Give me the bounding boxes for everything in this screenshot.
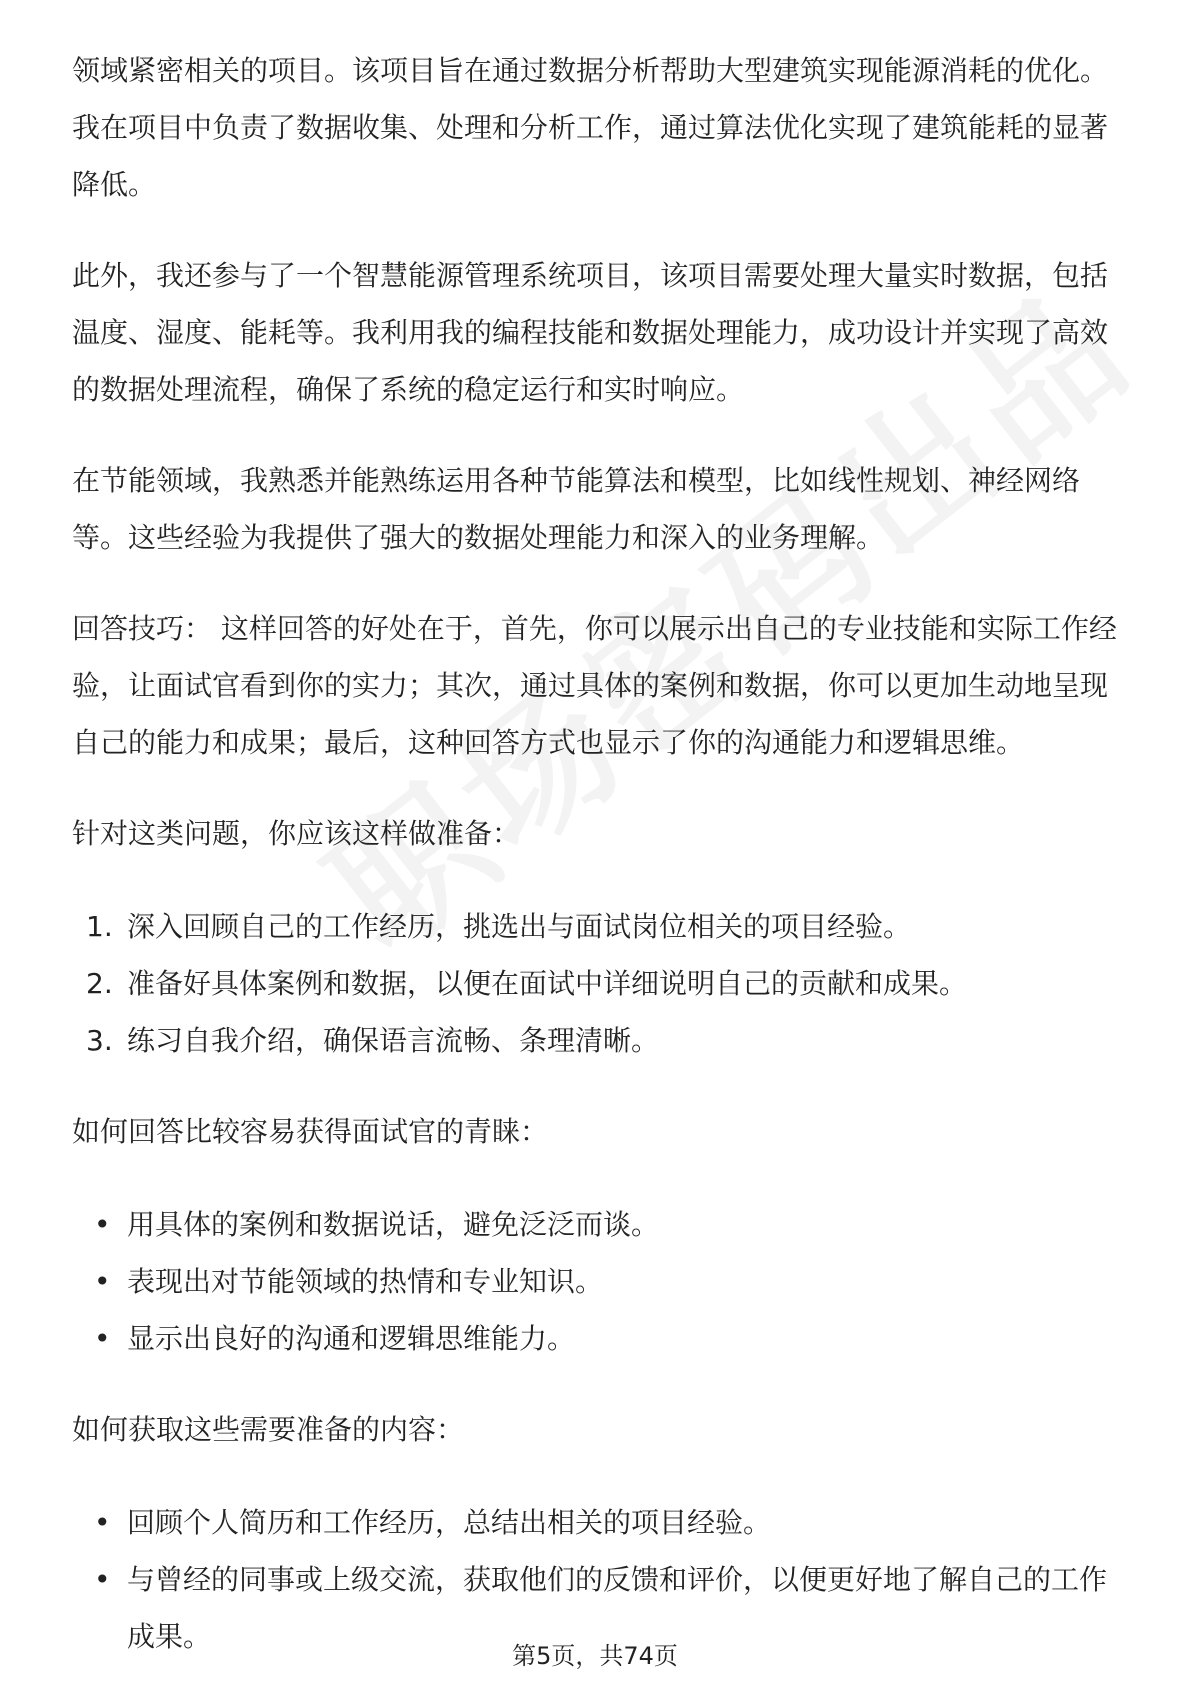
list-item-text: 显示出良好的沟通和逻辑思维能力。 (127, 1322, 576, 1355)
list-number: 1. (86, 910, 113, 943)
document-body (72, 42, 1122, 1665)
heading-obtain: 如何获取这些需要准备的内容： (72, 1413, 465, 1446)
paragraph-energy-system: 此外，我还参与了一个智慧能源管理系统项目，该项目需要处理大量实时数据，包括温度、湿度、能耗等。我利用我的编程技能和数据处理能力，成功设计并实现了高效的数据处理流程，确保了系统的稳定运行和实时响应。 (72, 259, 1109, 406)
bullet-icon: • (94, 1322, 111, 1355)
bullet-icon: • (94, 1506, 111, 1539)
list-item (72, 1253, 1122, 1310)
list-item-text: 练习自我介绍，确保语言流畅、条理清晰。 (127, 1024, 660, 1057)
paragraph-energy-algorithms: 在节能领域，我熟悉并能熟练运用各种节能算法和模型，比如线性规划、神经网络等。这些经验为我提供了强大的数据处理能力和深入的业务理解。 (72, 464, 1081, 554)
list-item-text: 准备好具体案例和数据，以便在面试中详细说明自己的贡献和成果。 (127, 967, 968, 1000)
list-item (72, 1012, 1122, 1069)
paragraph-answer-tips: 回答技巧： 这样回答的好处在于，首先，你可以展示出自己的专业技能和实际工作经验，让面试官看到你的实力；其次，通过具体的案例和数据，你可以更加生动地呈现自己的能力和成果；最后，这种回答方式也显示了你的沟通能力和逻辑思维。 (72, 612, 1117, 759)
list-item (72, 955, 1122, 1012)
list-item-text: 与曾经的同事或上级交流，获取他们的反馈和评价，以便更好地了解自己的工作成果。 (127, 1563, 1108, 1653)
heading-prepare: 针对这类问题，你应该这样做准备： (72, 817, 521, 850)
list-number: 2. (86, 967, 113, 1000)
paragraph-project-experience: 领域紧密相关的项目。该项目旨在通过数据分析帮助大型建筑实现能源消耗的优化。我在项目中负责了数据收集、处理和分析工作，通过算法优化实现了建筑能耗的显著降低。 (72, 54, 1109, 201)
bullet-icon: • (94, 1208, 111, 1241)
list-item (72, 1494, 1122, 1551)
page-footer: 第5页，共74页 (512, 1642, 678, 1670)
list-item-text: 回顾个人简历和工作经历，总结出相关的项目经验。 (127, 1506, 772, 1539)
list-item (72, 1310, 1122, 1367)
bullet-icon: • (94, 1563, 111, 1596)
favor-list (72, 1196, 1122, 1367)
list-item (72, 898, 1122, 955)
list-item-text: 表现出对节能领域的热情和专业知识。 (127, 1265, 604, 1298)
prepare-list (72, 898, 1122, 1069)
list-item-text: 用具体的案例和数据说话，避免泛泛而谈。 (127, 1208, 660, 1241)
heading-favor: 如何回答比较容易获得面试官的青睐： (72, 1115, 549, 1148)
list-item-text: 深入回顾自己的工作经历，挑选出与面试岗位相关的项目经验。 (127, 910, 912, 943)
bullet-icon: • (94, 1265, 111, 1298)
list-item (72, 1196, 1122, 1253)
list-number: 3. (86, 1024, 113, 1057)
